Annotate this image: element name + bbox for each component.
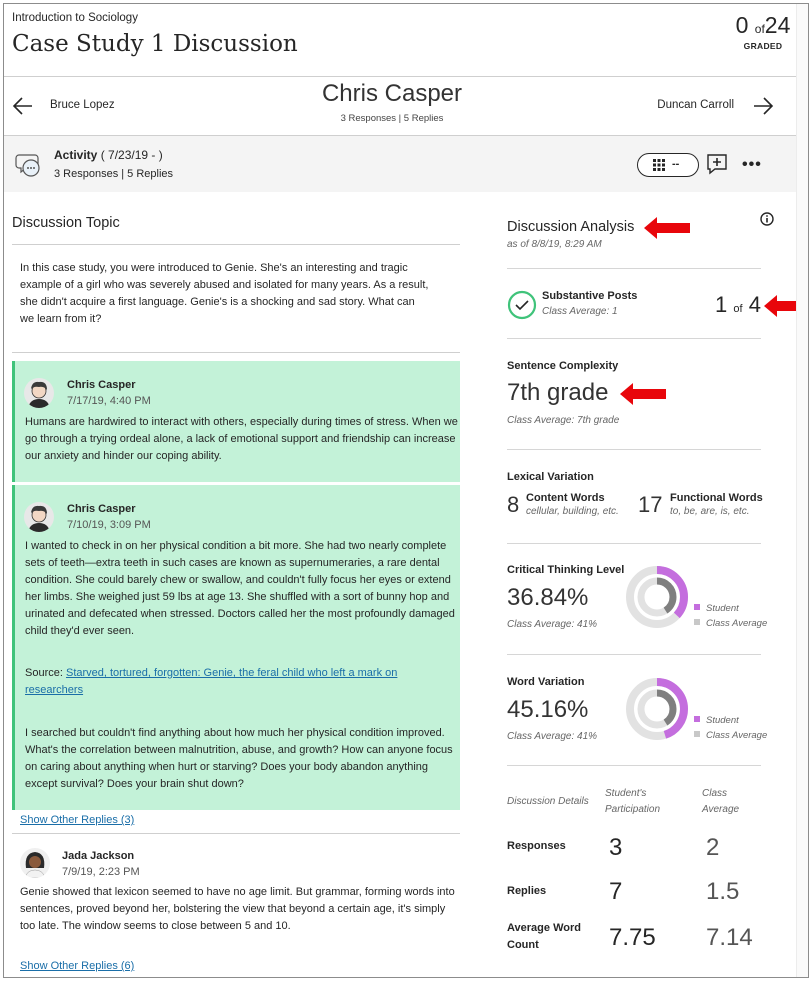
details-class-value: 2 xyxy=(706,834,720,861)
source-label: Source: xyxy=(25,667,63,679)
post-body-continued: I searched but couldn't find anything about how much her physical condition improved. What's the correlation between malnutrition, abuse, and growth? How can anyone focus on caring about anything when hurt or starving? Does your body abandon anything except survival? Does your brain shut down? xyxy=(25,727,453,790)
grid-toggle-button[interactable] xyxy=(637,153,699,177)
functional-words-label: Functional Words xyxy=(670,492,763,504)
divider xyxy=(507,268,761,269)
divider xyxy=(507,654,761,655)
scrollbar[interactable] xyxy=(796,4,809,978)
legend-class xyxy=(694,618,767,629)
divider xyxy=(507,543,761,544)
discussion-analysis-title: Discussion Analysis xyxy=(507,219,635,235)
details-row-label: Responses xyxy=(507,840,566,852)
graded-counter xyxy=(728,12,798,51)
details-column-student: Student's Participation xyxy=(605,788,661,815)
add-post-icon[interactable] xyxy=(706,153,728,175)
post-date: 7/17/19, 4:40 PM xyxy=(67,395,151,407)
word-variation-value: 45.16% xyxy=(507,696,589,723)
content-words-label: Content Words xyxy=(526,492,605,504)
details-column-label: Discussion Details xyxy=(507,796,589,807)
post-author[interactable]: Chris Casper xyxy=(67,379,136,391)
substantive-total: 4 xyxy=(748,292,761,317)
activity-label: Activity xyxy=(54,148,98,162)
divider xyxy=(12,244,460,245)
arrow-right-icon[interactable] xyxy=(752,95,774,117)
current-student-name: Chris Casper xyxy=(321,80,463,107)
divider xyxy=(507,449,761,450)
legend-student xyxy=(694,603,739,614)
post-card xyxy=(12,361,460,482)
post-author[interactable]: Jada Jackson xyxy=(62,850,135,862)
post-source xyxy=(25,665,445,699)
critical-thinking-donut xyxy=(623,563,691,631)
grid-icon xyxy=(653,159,665,171)
details-student-value: 3 xyxy=(609,834,623,861)
avatar xyxy=(24,502,54,532)
avatar xyxy=(20,848,50,878)
divider xyxy=(507,338,761,339)
activity-date: ( 7/23/19 - ) xyxy=(100,148,163,162)
details-class-value: 7.14 xyxy=(706,924,753,951)
critical-thinking-value: 36.84% xyxy=(507,584,589,611)
analysis-timestamp: as of 8/8/19, 8:29 AM xyxy=(507,239,602,250)
legend-class-label: Class Average xyxy=(706,730,768,741)
course-name: Introduction to Sociology xyxy=(12,12,138,24)
post-author[interactable]: Chris Casper xyxy=(67,503,136,515)
activity-summary: 3 Responses | 5 Replies xyxy=(54,168,174,180)
substantive-of: of xyxy=(733,303,743,315)
previous-student-link[interactable]: Bruce Lopez xyxy=(50,99,115,111)
grading-panel xyxy=(3,3,809,978)
divider xyxy=(12,352,460,353)
post-body: I wanted to check in on her physical condition a bit more. She had two nearly complete sets of teeth—extra teeth in such cases are known as supernumeraries, a rare dental condition. She could barely chew or swallow, and couldn't fully focus her eyes or extend her limbs. She weighed just 59 lbs at age 13. She shuffled with a sort of bunny hop and urinated and defecated when stressed. Doctors called her the most profoundly damaged child they'd ever seen. xyxy=(25,540,455,637)
legend-student-label: Student xyxy=(706,715,739,726)
details-row-label: Replies xyxy=(507,885,547,897)
content-words-count: 8 xyxy=(507,492,520,517)
lexical-variation-label: Lexical Variation xyxy=(507,471,594,483)
legend-student-label: Student xyxy=(706,603,739,614)
details-student-value: 7 xyxy=(609,878,623,905)
details-class-value: 1.5 xyxy=(706,878,740,905)
word-variation-donut xyxy=(623,675,691,743)
source-link[interactable]: Starved, tortured, forgotten: Genie, the feral child who left a mark on researchers xyxy=(25,667,398,696)
content-words-examples: cellular, building, etc. xyxy=(526,506,619,517)
graded-total: 24 xyxy=(764,12,791,38)
details-row-label: Average Word Count xyxy=(507,922,581,951)
activity-bar xyxy=(4,136,809,192)
grid-button-label: -- xyxy=(672,158,680,170)
substantive-posts-label: Substantive Posts xyxy=(542,290,638,302)
functional-words-count: 17 xyxy=(638,492,663,517)
more-options-button[interactable]: ••• xyxy=(742,156,762,173)
page-title: Case Study 1 Discussion xyxy=(12,31,298,57)
post-card xyxy=(12,485,460,810)
divider xyxy=(12,833,460,834)
info-icon[interactable] xyxy=(760,212,774,226)
sentence-complexity-label: Sentence Complexity xyxy=(507,360,619,372)
sentence-complexity-value: 7th grade xyxy=(507,379,609,406)
graded-count: 0 xyxy=(735,12,749,38)
show-other-replies-link[interactable]: Show Other Replies (6) xyxy=(20,960,135,972)
word-variation-class-average: Class Average: 41% xyxy=(507,731,598,742)
substantive-posts-value xyxy=(715,292,761,318)
post-body: Genie showed that lexicon seemed to have no age limit. But grammar, forming words into sentences, proved beyond her, bolstering the view that beyond a certain age, it's simply too late. The window seems to close between 5 and 10. xyxy=(20,886,455,932)
chat-bubble-icon xyxy=(14,151,42,179)
functional-words-examples: to, be, are, is, etc. xyxy=(670,506,750,517)
activity-title xyxy=(54,148,163,162)
annotation-arrow xyxy=(620,382,666,406)
graded-label: GRADED xyxy=(743,41,783,51)
divider xyxy=(4,76,809,77)
avatar xyxy=(24,378,54,408)
current-student-summary: 3 Responses | 5 Replies xyxy=(340,113,444,124)
sentence-complexity-class-average: Class Average: 7th grade xyxy=(507,415,620,426)
substantive-posts-class-average: Class Average: 1 xyxy=(542,306,618,317)
details-student-value: 7.75 xyxy=(609,924,656,951)
show-other-replies-link[interactable]: Show Other Replies (3) xyxy=(20,814,135,826)
details-column-class: Class Average xyxy=(702,788,740,815)
legend-class xyxy=(694,730,767,741)
graded-of: of xyxy=(754,22,765,36)
post-date: 7/10/19, 3:09 PM xyxy=(67,519,151,531)
check-circle-icon xyxy=(507,290,537,320)
discussion-topic-body: In this case study, you were introduced to Genie. She's an interesting and tragic example of a girl who was severely abused and isolated for many years. As a result, she didn't acquire a first language. Genie's is a shocking and sad story. What can we learn from it? xyxy=(20,262,429,325)
divider xyxy=(507,765,761,766)
legend-class-label: Class Average xyxy=(706,618,768,629)
word-variation-label: Word Variation xyxy=(507,676,585,688)
critical-thinking-label: Critical Thinking Level xyxy=(507,564,625,576)
post-date: 7/9/19, 2:23 PM xyxy=(62,866,140,878)
post-body: Humans are hardwired to interact with others, especially during times of stress. When we go through a trying ordeal alone, a lack of emotional support and friendship can increase our anxiety and hinder our coping ability. xyxy=(25,416,458,462)
critical-thinking-class-average: Class Average: 41% xyxy=(507,619,598,630)
scroll-fade xyxy=(12,977,460,978)
discussion-topic-heading: Discussion Topic xyxy=(12,215,120,231)
substantive-count: 1 xyxy=(715,292,728,317)
annotation-arrow xyxy=(644,216,690,240)
next-student-link[interactable]: Duncan Carroll xyxy=(657,99,734,111)
legend-student xyxy=(694,715,739,726)
